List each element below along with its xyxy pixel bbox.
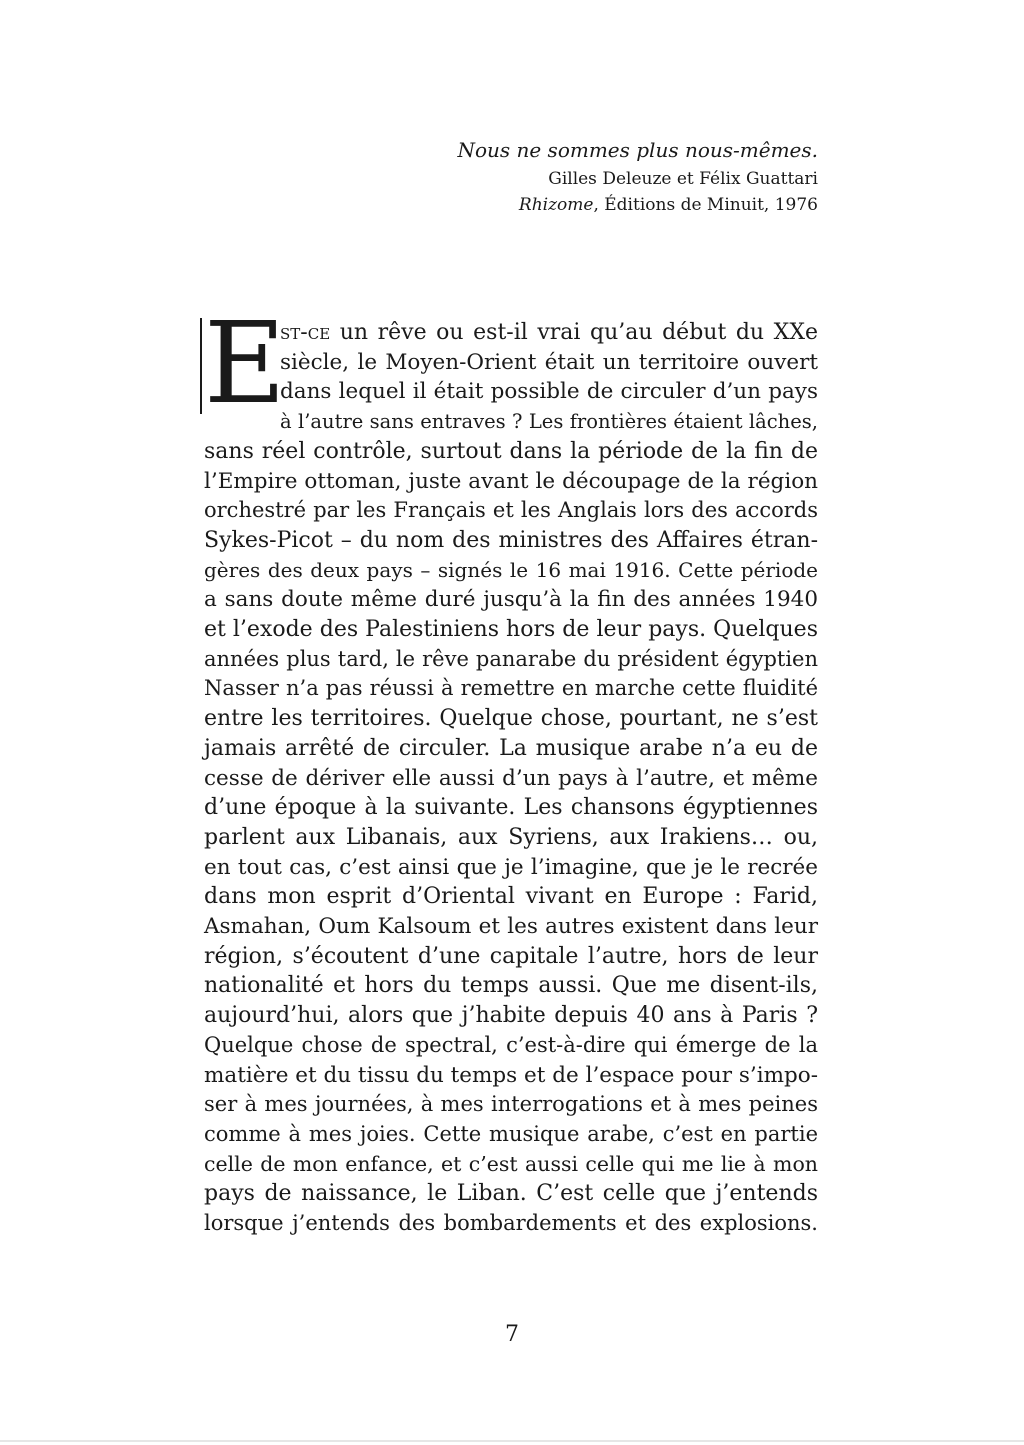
paragraph-line-31: lorsque j’entends des bombardements et des explosions. [204,1211,818,1236]
epigraph-quote: Nous ne sommes plus nous-mêmes. [457,138,818,162]
paragraph-line-15: jamais arrêté de circuler. La musique arabe n’a eu de [204,735,818,761]
paragraph-line-18: parlent aux Libanais, aux Syriens, aux Irakiens… ou, [204,824,818,850]
paragraph-line-7: orchestré par les Français et les Anglais lors des accords [204,498,818,523]
drop-cap-rule [200,318,202,414]
paragraph-line-24: aujourd’hui, alors que j’habite depuis 40 ans à Paris ? [204,1003,818,1029]
paragraph-line-21: Asmahan, Oum Kalsoum et les autres existent dans leur [204,914,818,940]
paragraph-line-4: à l’autre sans entraves ? Les frontières étaient lâches, [280,410,818,434]
paragraph-line-8: Sykes-Picot – du nom des ministres des Affaires étran- [204,527,818,553]
line-text: un rêve ou est-il vrai qu’au début du XXe [330,320,818,345]
epigraph-authors: Gilles Deleuze et Félix Guattari [548,169,818,189]
paragraph-line-17: d’une époque à la suivante. Les chansons égyptiennes [204,795,818,821]
paragraph-line-23: nationalité et hors du temps aussi. Que me disent-ils, [204,973,818,999]
paragraph-line-22: région, s’écoutent d’une capitale l’autre, hors de leur [204,943,818,969]
epigraph-book-details: , Éditions de Minuit, 1976 [593,195,818,215]
page-bottom-edge [0,1440,1024,1442]
paragraph-line-6: l’Empire ottoman, juste avant le découpage de la région [204,468,818,494]
small-caps-lead: st-ce [280,320,331,345]
paragraph-line-28: comme à mes joies. Cette musique arabe, c’est en partie [204,1121,818,1146]
paragraph-line-12: années plus tard, le rêve panarabe du président égyptien [204,646,818,671]
paragraph-line-29: celle de mon enfance, et c’est aussi celle qui me lie à mon [204,1151,818,1176]
paragraph-line-27: ser à mes journées, à mes interrogations et à mes peines [204,1092,818,1117]
drop-cap-block [204,299,286,429]
paragraph-line-5: sans réel contrôle, surtout dans la période de la fin de [204,438,818,464]
paragraph-line-30: pays de naissance, le Liban. C’est celle que j’entends [204,1181,818,1207]
paragraph-line-26: matière et du tissu du temps et de l’espace pour s’impo- [204,1062,818,1088]
paragraph-line-3: dans lequel il était possible de circuler d’un pays [280,379,818,405]
epigraph [457,134,818,218]
paragraph-line-11: et l’exode des Palestiniens hors de leur pays. Quelques [204,617,818,643]
main-paragraph [204,299,818,1239]
paragraph-line-1 [204,318,818,348]
drop-cap: E [204,299,286,429]
paragraph-line-2: siècle, le Moyen-Orient était un territoire ouvert [280,349,818,375]
paragraph-line-10: a sans doute même duré jusqu’à la fin des années 1940 [204,587,818,613]
paragraph-line-19: en tout cas, c’est ainsi que je l’imagine, que je le recrée [204,854,818,880]
paragraph-line-25: Quelque chose de spectral, c’est-à-dire qui émerge de la [204,1032,818,1057]
epigraph-source [457,192,818,218]
epigraph-book-title: Rhizome [518,195,594,215]
paragraph-line-20: dans mon esprit d’Oriental vivant en Europe : Farid, [204,884,818,910]
paragraph-line-16: cesse de dériver elle aussi d’un pays à l’autre, et même [204,765,818,791]
paragraph-line-13: Nasser n’a pas réussi à remettre en marche cette fluidité [204,676,818,701]
paragraph-line-9: gères des deux pays – signés le 16 mai 1916. Cette période [204,557,818,582]
page-number: 7 [505,1322,519,1347]
paragraph-line-14: entre les territoires. Quelque chose, pourtant, ne s’est [204,706,818,732]
